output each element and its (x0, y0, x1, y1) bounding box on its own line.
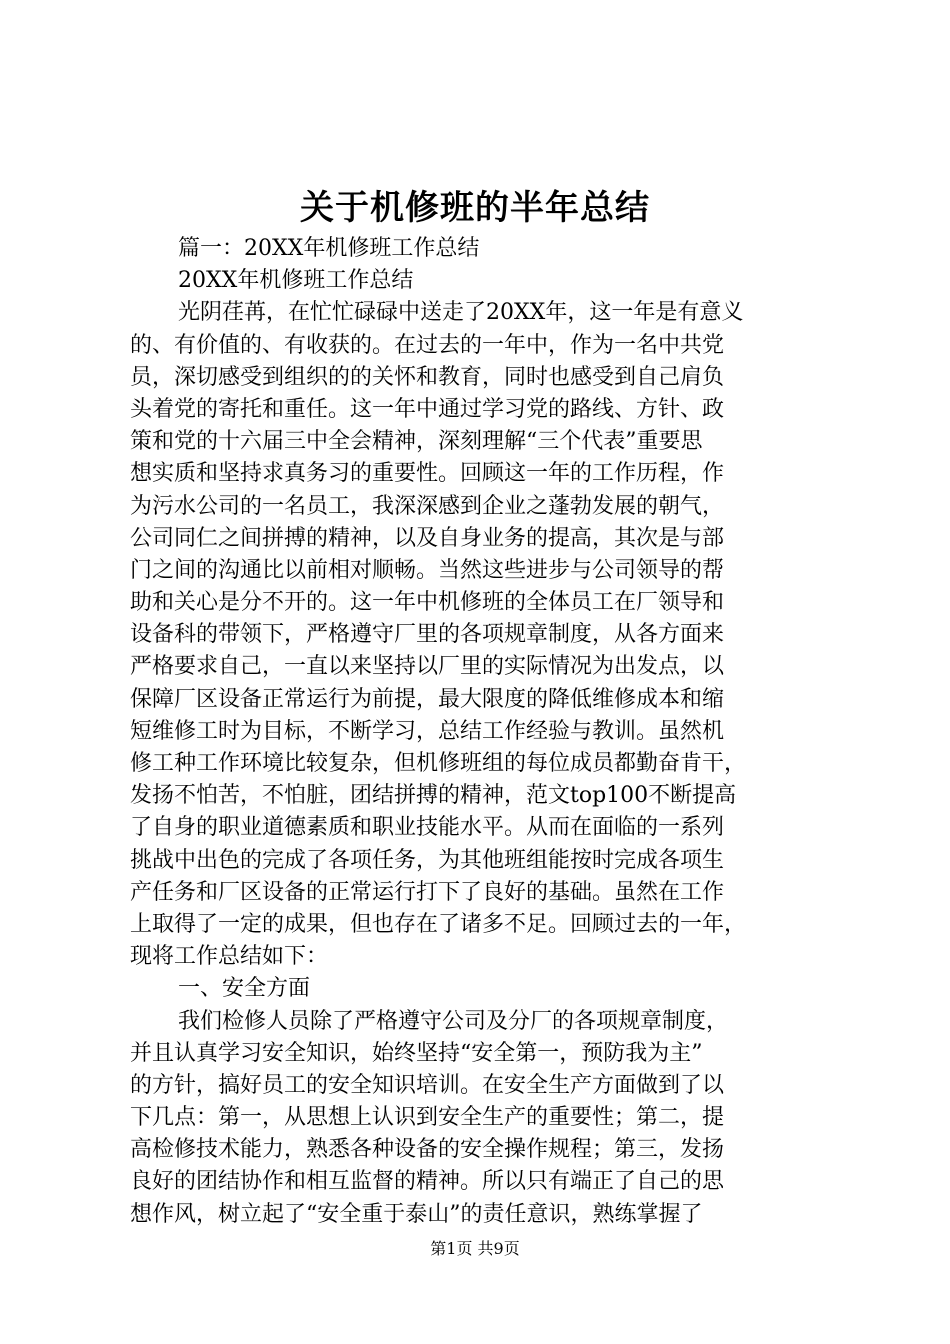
paragraph-line: 设备科的带领下，严格遵守厂里的各项规章制度，从各方面来 (130, 622, 725, 648)
paragraph-line: 我们检修人员除了严格遵守公司及分厂的各项规章制度， (178, 1008, 729, 1034)
paragraph-line: 策和党的十六届三中全会精神，深刻理解“三个代表”重要思 (130, 429, 703, 455)
paragraph-line: 产任务和厂区设备的正常运行打下了良好的基础。虽然在工作 (130, 879, 725, 905)
paragraph-line: 门之间的沟通比以前相对顺畅。当然这些进步与公司领导的帮 (130, 557, 725, 583)
subsection-heading: 20XX年机修班工作总结 (178, 268, 414, 294)
paragraph-line: 上取得了一定的成果，但也存在了诸多不足。回顾过去的一年， (130, 911, 747, 937)
paragraph-line: 发扬不怕苦，不怕脏，团结拼搏的精神，范文top100不断提高 (130, 783, 737, 809)
paragraph-line: 挑战中出色的完成了各项任务，为其他班组能按时完成各项生 (130, 847, 725, 873)
paragraph-line: 员，深切感受到组织的的关怀和教育，同时也感受到自己肩负 (130, 364, 725, 390)
paragraph-line: 想实质和坚持求真务习的重要性。回顾这一年的工作历程，作 (130, 461, 725, 487)
paragraph-line: 修工种工作环境比较复杂，但机修班组的每位成员都勤奋肯干， (130, 751, 747, 776)
paragraph-line: 保障厂区设备正常运行为前提，最大限度的降低维修成本和缩 (130, 686, 725, 712)
paragraph-line: 现将工作总结如下： (130, 944, 329, 970)
paragraph-line: 助和关心是分不开的。这一年中机修班的全体员工在厂领导和 (130, 590, 725, 616)
paragraph-line: 良好的团结协作和相互监督的精神。所以只有端正了自己的思 (130, 1169, 725, 1195)
paragraph-line: 为污水公司的一名员工，我深深感到企业之蓬勃发展的朝气， (130, 493, 725, 519)
paragraph-line: 下几点：第一，从思想上认识到安全生产的重要性；第二，提 (130, 1105, 725, 1131)
section-heading: 篇一：20XX年机修班工作总结 (178, 236, 480, 261)
page-number-footer: 第1页 共9页 (430, 1239, 520, 1258)
paragraph-line: 的方针，搞好员工的安全知识培训。在安全生产方面做到了以 (130, 1072, 725, 1098)
paragraph-line: 高检修技术能力，熟悉各种设备的安全操作规程；第三，发扬 (130, 1137, 725, 1163)
paragraph-line: 了自身的职业道德素质和职业技能水平。从而在面临的一系列 (130, 815, 725, 841)
paragraph-line: 并且认真学习安全知识，始终坚持“安全第一，预防我为主” (130, 1040, 703, 1066)
paragraph-line: 头着党的寄托和重任。这一年中通过学习党的路线、方针、政 (130, 396, 725, 422)
paragraph-line: 光阴荏苒，在忙忙碌碌中送走了20XX年，这一年是有意义 (178, 300, 744, 326)
paragraph-line: 公司同仁之间拼搏的精神，以及自身业务的提高，其次是与部 (130, 525, 725, 551)
paragraph-line: 短维修工时为目标，不断学习，总结工作经验与教训。虽然机 (130, 718, 725, 744)
paragraph-line: 严格要求自己，一直以来坚持以厂里的实际情况为出发点，以 (130, 654, 725, 680)
paragraph-line: 想作风，树立起了“安全重于泰山”的责任意识，熟练掌握了 (130, 1201, 703, 1227)
paragraph-line: 的、有价值的、有收获的。在过去的一年中，作为一名中共党 (130, 332, 725, 358)
section-heading: 一、安全方面 (178, 976, 311, 1002)
document-title: 关于机修班的半年总结 (300, 188, 650, 228)
document-body (130, 233, 830, 1231)
